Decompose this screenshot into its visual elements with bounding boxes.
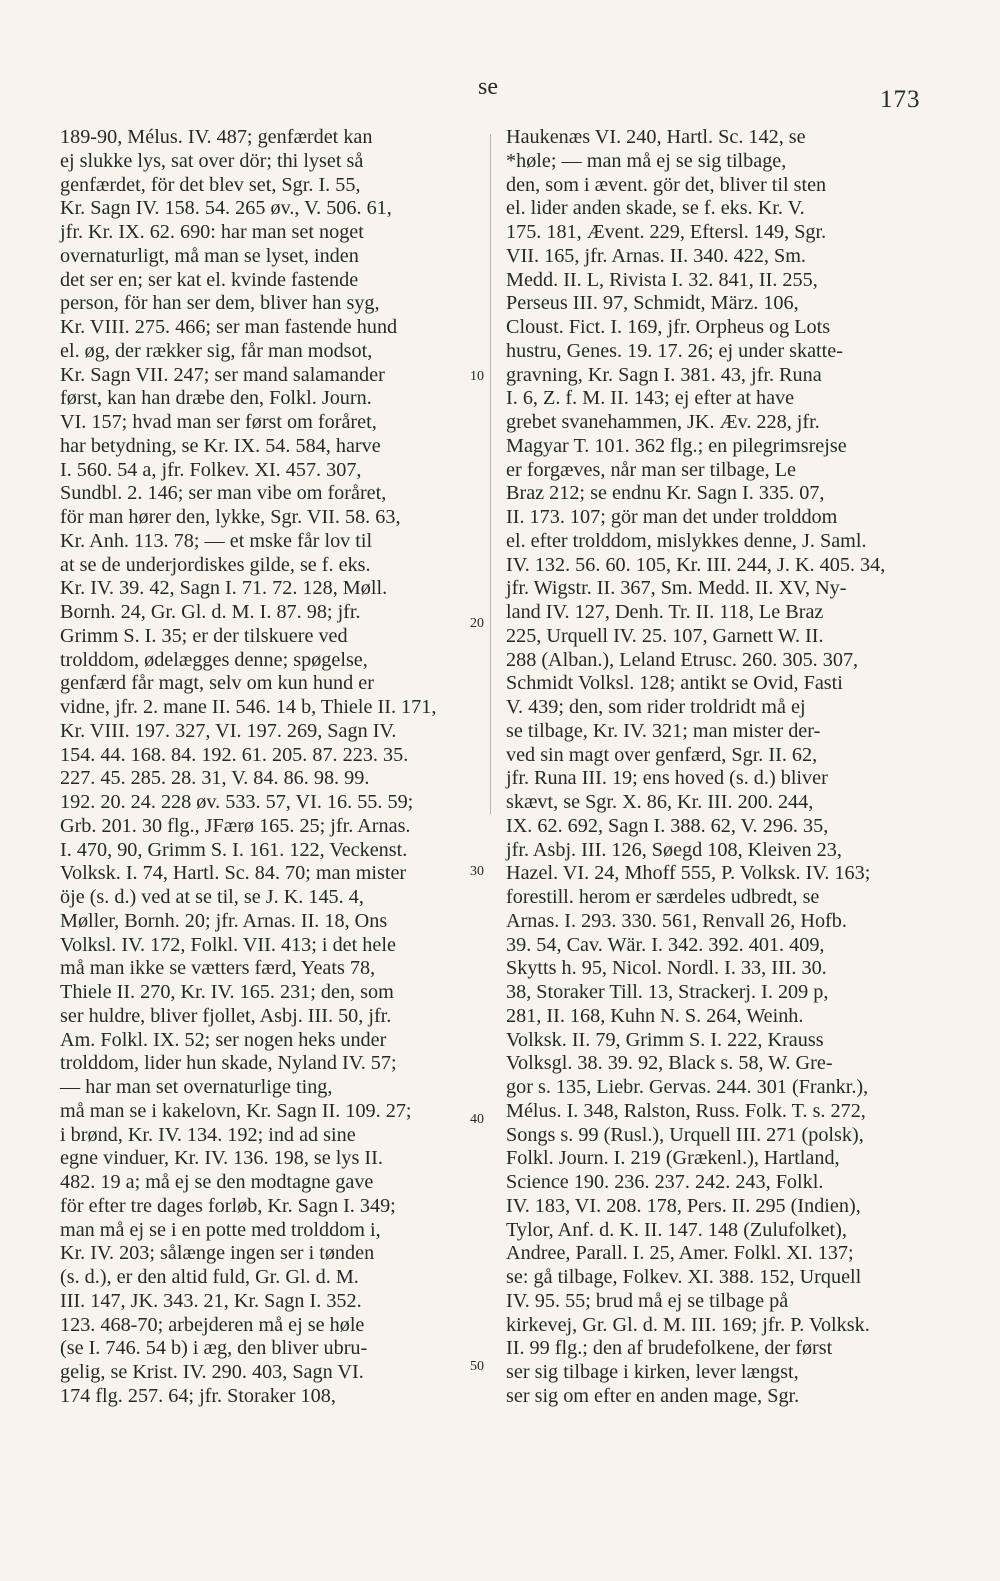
text-line: hustru, Genes. 19. 17. 26; ej under skatte- bbox=[506, 339, 843, 362]
text-line: i brønd, Kr. IV. 134. 192; ind ad sine bbox=[60, 1123, 356, 1146]
text-line: 154. 44. 168. 84. 192. 61. 205. 87. 223. 35. bbox=[60, 743, 409, 766]
text-line: — har man set overnaturlige ting, bbox=[60, 1076, 333, 1098]
text-line: Thiele II. 270, Kr. IV. 165. 231; den, som bbox=[60, 981, 394, 1003]
text-line: Folkl. Journ. I. 219 (Grækenl.), Hartland, bbox=[506, 1147, 840, 1170]
text-line: jfr. Kr. IX. 62. 690: har man set noget bbox=[60, 221, 364, 243]
text-line: Science 190. 236. 237. 242. 243, Folkl. bbox=[506, 1171, 824, 1193]
text-line: se tilbage, Kr. IV. 321; man mister der- bbox=[506, 719, 821, 742]
text-line: land IV. 127, Denh. Tr. II. 118, Le Braz bbox=[506, 601, 824, 623]
text-line: II. 99 flg.; den af brudefolkene, der først bbox=[506, 1337, 833, 1360]
text-line: IX. 62. 692, Sagn I. 388. 62, V. 296. 35, bbox=[506, 814, 829, 837]
text-line: den, som i ævent. gör det, bliver til sten bbox=[506, 173, 827, 196]
text-line: grebet svanehammen, JK. Æv. 228, jfr. bbox=[506, 411, 820, 433]
text-line: 189-90, Mélus. IV. 487; genfærdet kan bbox=[60, 126, 373, 148]
text-line: för efter tre dages forløb, Kr. Sagn I. 349; bbox=[60, 1194, 396, 1217]
text-line: el. efter trolddom, mislykkes denne, J. Saml. bbox=[506, 529, 867, 552]
text-line: ej slukke lys, sat over dör; thi lyset så bbox=[60, 149, 364, 172]
text-line: Tylor, Anf. d. K. II. 147. 148 (Zulufolket), bbox=[506, 1218, 847, 1241]
text-line: Perseus III. 97, Schmidt, März. 106, bbox=[506, 292, 799, 315]
page-number: 173 bbox=[880, 86, 921, 113]
text-line: Songs s. 99 (Rusl.), Urquell III. 271 (polsk), bbox=[506, 1123, 864, 1146]
text-line: vidne, jfr. 2. mane II. 546. 14 b, Thiele II. 171, bbox=[60, 696, 437, 718]
text-line: egne vinduer, Kr. IV. 136. 198, se lys II. bbox=[60, 1147, 383, 1170]
margin-line-number: 30 bbox=[470, 864, 484, 879]
text-line: Volksl. IV. 172, Folkl. VII. 413; i det hele bbox=[60, 933, 396, 956]
text-line: Cloust. Fict. I. 169, jfr. Orpheus og Lots bbox=[506, 316, 831, 338]
margin-line-number: 50 bbox=[470, 1359, 484, 1374]
text-line: kirkevej, Gr. Gl. d. M. III. 169; jfr. P. Volksk. bbox=[506, 1313, 870, 1336]
text-line: jfr. Wigstr. II. 367, Sm. Medd. II. XV, Ny- bbox=[506, 577, 847, 600]
text-line: jfr. Runa III. 19; ens hoved (s. d.) bliver bbox=[506, 767, 828, 790]
text-line: har betydning, se Kr. IX. 54. 584, harve bbox=[60, 434, 381, 457]
text-line: 175. 181, Ævent. 229, Eftersl. 149, Sgr. bbox=[506, 221, 827, 243]
text-line: Møller, Bornh. 20; jfr. Arnas. II. 18, Ons bbox=[60, 909, 388, 932]
text-line: Hazel. VI. 24, Mhoff 555, P. Volksk. IV. 163; bbox=[506, 862, 871, 885]
text-line: el. lider anden skade, se f. eks. Kr. V. bbox=[506, 197, 805, 220]
text-line: Kr. Anh. 113. 78; — et mske får lov til bbox=[60, 529, 373, 552]
text-line: Kr. IV. 203; sålænge ingen ser i tønden bbox=[60, 1242, 375, 1265]
text-line: öje (s. d.) ved at se til, se J. K. 145. 4, bbox=[60, 886, 364, 908]
text-line: Mélus. I. 348, Ralston, Russ. Folk. T. s. 272, bbox=[506, 1099, 866, 1122]
text-line: man må ej se i en potte med trolddom i, bbox=[60, 1218, 381, 1241]
text-line: 225, Urquell IV. 25. 107, Garnett W. II. bbox=[506, 624, 824, 647]
text-line: skævt, se Sgr. X. 86, Kr. III. 200. 244, bbox=[506, 791, 814, 813]
text-line: Arnas. I. 293. 330. 561, Renvall 26, Hofb. bbox=[506, 909, 847, 932]
text-line: IV. 132. 56. 60. 105, Kr. III. 244, J. K. 405. 34, bbox=[506, 553, 886, 576]
text-line: 288 (Alban.), Leland Etrusc. 260. 305. 307, bbox=[506, 648, 859, 671]
text-line: Volksk. II. 79, Grimm S. I. 222, Krauss bbox=[506, 1028, 824, 1051]
text-line: Am. Folkl. IX. 52; ser nogen heks under bbox=[60, 1028, 387, 1051]
text-line: Kr. IV. 39. 42, Sagn I. 71. 72. 128, Møll. bbox=[60, 577, 388, 600]
margin-line-number: 40 bbox=[470, 1112, 484, 1127]
text-line: Bornh. 24, Gr. Gl. d. M. I. 87. 98; jfr. bbox=[60, 601, 361, 623]
text-line: 123. 468-70; arbejderen må ej se høle bbox=[60, 1313, 365, 1336]
text-line: I. 470, 90, Grimm S. I. 161. 122, Veckenst. bbox=[60, 838, 408, 861]
text-line: gelig, se Krist. IV. 290. 403, Sagn VI. bbox=[60, 1361, 364, 1383]
text-line: er forgæves, når man ser tilbage, Le bbox=[506, 458, 796, 481]
text-line: person, för han ser dem, bliver han syg, bbox=[60, 292, 380, 315]
text-line: Medd. II. L, Rivista I. 32. 841, II. 255, bbox=[506, 268, 818, 291]
text-line: I. 6, Z. f. M. II. 143; ej efter at have bbox=[506, 387, 795, 410]
text-line: IV. 183, VI. 208. 178, Pers. II. 295 (Indien), bbox=[506, 1194, 861, 1217]
text-line: el. øg, der rækker sig, får man modsot, bbox=[60, 339, 373, 362]
text-line: genfærdet, för det blev set, Sgr. I. 55, bbox=[60, 173, 361, 196]
text-line: gor s. 135, Liebr. Gervas. 244. 301 (Frankr.), bbox=[506, 1076, 869, 1098]
text-line: VII. 165, jfr. Arnas. II. 340. 422, Sm. bbox=[506, 244, 806, 267]
text-line: Schmidt Volksl. 128; antikt se Ovid, Fasti bbox=[506, 672, 843, 695]
text-line: för man hører den, lykke, Sgr. VII. 58. 63, bbox=[60, 506, 401, 528]
text-line: 174 flg. 257. 64; jfr. Storaker 108, bbox=[60, 1384, 336, 1407]
text-line: 192. 20. 24. 228 øv. 533. 57, VI. 16. 55. 59; bbox=[60, 791, 414, 813]
text-line: 227. 45. 285. 28. 31, V. 84. 86. 98. 99. bbox=[60, 767, 370, 790]
text-line: I. 560. 54 a, jfr. Folkev. XI. 457. 307, bbox=[60, 458, 362, 481]
text-line: Kr. Sagn IV. 158. 54. 265 øv., V. 506. 61, bbox=[60, 197, 392, 220]
text-line: Braz 212; se endnu Kr. Sagn I. 335. 07, bbox=[506, 482, 825, 505]
text-line: overnaturligt, må man se lyset, inden bbox=[60, 244, 359, 267]
text-line: 38, Storaker Till. 13, Strackerj. I. 209 p, bbox=[506, 981, 829, 1003]
text-line: Sundbl. 2. 146; ser man vibe om foråret, bbox=[60, 482, 387, 505]
text-line: gravning, Kr. Sagn I. 381. 43, jfr. Runa bbox=[506, 363, 822, 386]
text-line: Volksgl. 38. 39. 92, Black s. 58, W. Gre- bbox=[506, 1052, 833, 1075]
text-line: Kr. VIII. 197. 327, VI. 197. 269, Sagn IV. bbox=[60, 719, 397, 742]
text-line: (se I. 746. 54 b) i æg, den bliver ubru- bbox=[60, 1337, 368, 1360]
text-line: (s. d.), er den altid fuld, Gr. Gl. d. M. bbox=[60, 1266, 359, 1288]
text-line: VI. 157; hvad man ser først om foråret, bbox=[60, 411, 377, 433]
left-text-column bbox=[60, 126, 478, 1409]
column-divider bbox=[490, 134, 491, 814]
text-line: ved sin magt over genfærd, Sgr. II. 62, bbox=[506, 743, 818, 766]
text-line: Grimm S. I. 35; er der tilskuere ved bbox=[60, 624, 348, 647]
text-line: Volksk. I. 74, Hartl. Sc. 84. 70; man mister bbox=[60, 862, 407, 885]
running-header: se bbox=[478, 74, 498, 100]
text-line: det ser en; ser kat el. kvinde fastende bbox=[60, 268, 359, 291]
text-line: 482. 19 a; må ej se den modtagne gave bbox=[60, 1171, 374, 1193]
text-line: trolddom, lider hun skade, Nyland IV. 57; bbox=[60, 1052, 397, 1075]
text-line: II. 173. 107; gör man det under trolddom bbox=[506, 506, 838, 528]
right-text-column bbox=[506, 126, 930, 1409]
margin-line-number: 20 bbox=[470, 616, 484, 631]
text-line: ser sig om efter en anden mage, Sgr. bbox=[506, 1384, 800, 1407]
text-line: Grb. 201. 30 flg., JFærø 165. 25; jfr. Arnas. bbox=[60, 814, 411, 837]
text-line: at se de underjordiskes gilde, se f. eks. bbox=[60, 553, 371, 576]
text-line: 39. 54, Cav. Wär. I. 342. 392. 401. 409, bbox=[506, 933, 825, 956]
text-line: trolddom, ødelægges denne; spøgelse, bbox=[60, 648, 368, 671]
text-line: Kr. Sagn VII. 247; ser mand salamander bbox=[60, 363, 385, 386]
text-line: se: gå tilbage, Folkev. XI. 388. 152, Urquell bbox=[506, 1266, 862, 1288]
text-line: forestill. herom er særdeles udbredt, se bbox=[506, 886, 820, 908]
text-line: jfr. Asbj. III. 126, Søegd 108, Kleiven 23, bbox=[506, 838, 842, 861]
text-line: Haukenæs VI. 240, Hartl. Sc. 142, se bbox=[506, 126, 806, 148]
text-line: Magyar T. 101. 362 flg.; en pilegrimsrejse bbox=[506, 434, 847, 457]
text-line: først, kan han dræbe den, Folkl. Journ. bbox=[60, 387, 372, 410]
text-line: *høle; — man må ej se sig tilbage, bbox=[506, 149, 787, 172]
text-line: genfærd får magt, selv om kun hund er bbox=[60, 672, 374, 695]
text-line: Kr. VIII. 275. 466; ser man fastende hund bbox=[60, 316, 398, 338]
text-line: V. 439; den, som rider troldridt må ej bbox=[506, 696, 806, 718]
text-line: må man se i kakelovn, Kr. Sagn II. 109. 27; bbox=[60, 1099, 412, 1122]
text-line: III. 147, JK. 343. 21, Kr. Sagn I. 352. bbox=[60, 1289, 362, 1312]
text-line: må man ikke se vætters færd, Yeats 78, bbox=[60, 957, 376, 980]
text-line: 281, II. 168, Kuhn N. S. 264, Weinh. bbox=[506, 1004, 804, 1027]
text-line: Andree, Parall. I. 25, Amer. Folkl. XI. 137; bbox=[506, 1242, 854, 1265]
text-line: ser sig tilbage i kirken, lever længst, bbox=[506, 1361, 799, 1383]
margin-line-number: 10 bbox=[470, 369, 484, 384]
text-line: ser huldre, bliver fjollet, Asbj. III. 50, jfr. bbox=[60, 1004, 392, 1027]
text-line: Skytts h. 95, Nicol. Nordl. I. 33, III. 30. bbox=[506, 957, 827, 980]
text-line: IV. 95. 55; brud må ej se tilbage på bbox=[506, 1289, 789, 1312]
